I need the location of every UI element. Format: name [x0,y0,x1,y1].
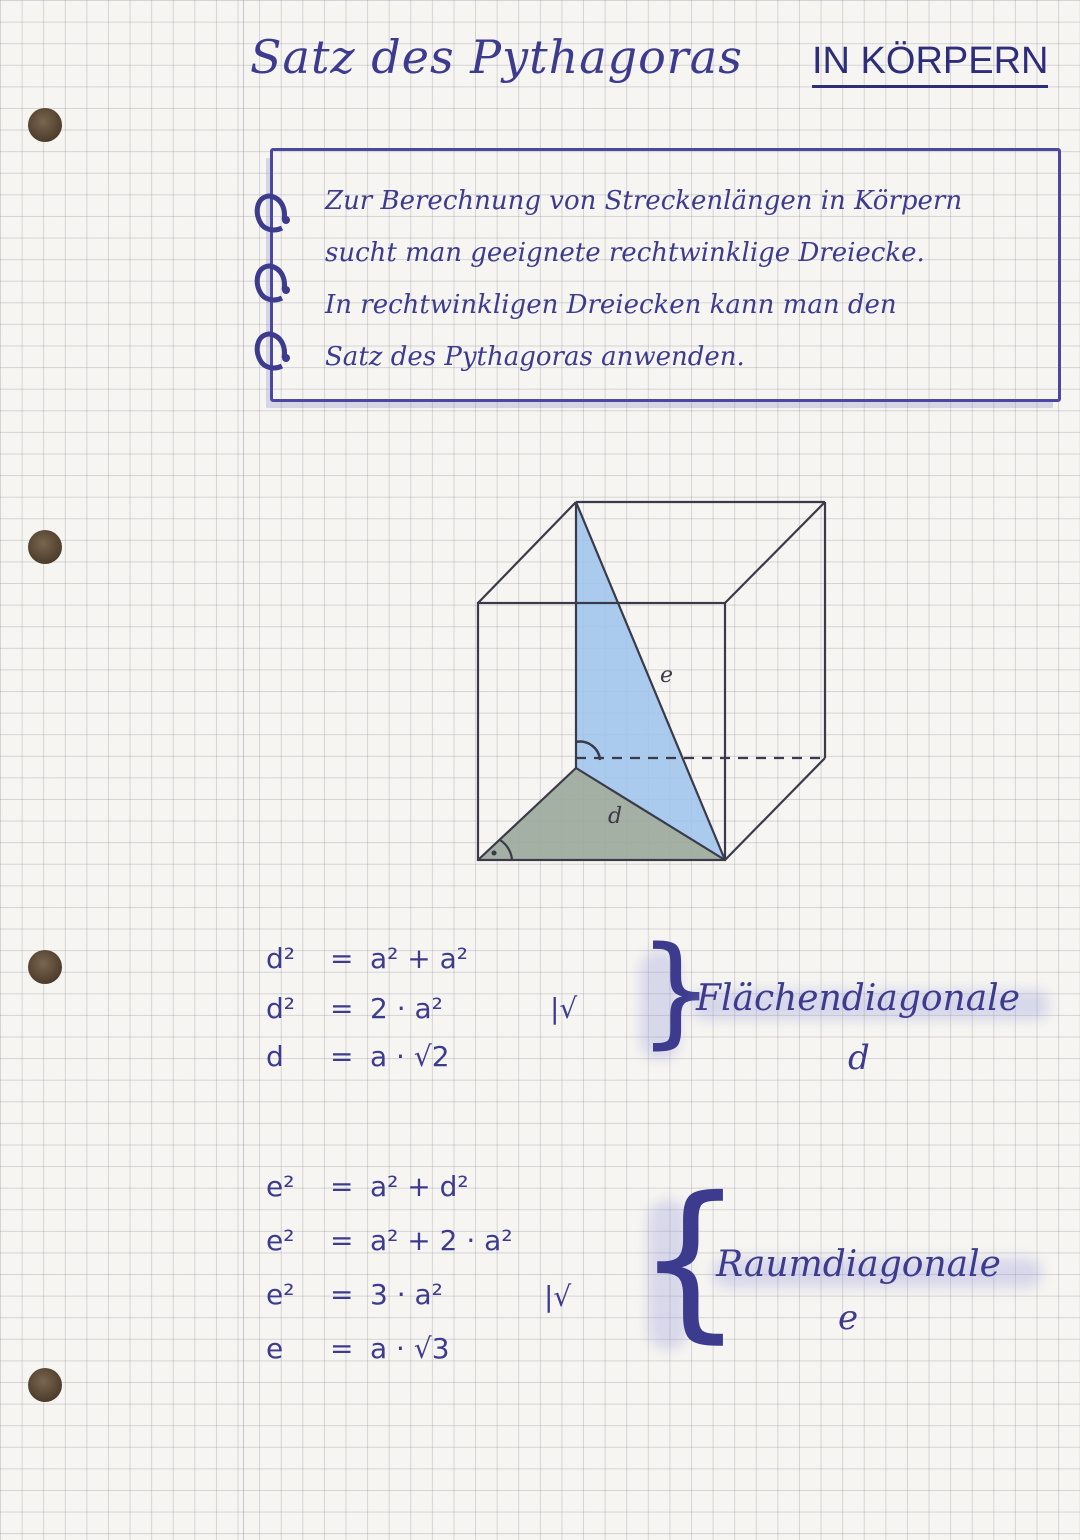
eq-lhs: d [266,1040,284,1073]
rule-line-3: In rechtwinkligen Dreiecken kann man den [325,290,897,320]
rule-line-2: sucht man geeignete rechtwinklige Dreiecke. [325,238,925,268]
curly-brace: { [636,1161,745,1359]
eq-sign: = [330,1332,354,1365]
eq-rhs: 2 · a² [370,992,443,1025]
page-title-caps: IN KÖRPERN [812,40,1048,88]
rule-line-4: Satz des Pythagoras anwenden. [325,342,745,372]
eq-lhs: e² [266,1224,295,1257]
eq-sign: = [330,1278,354,1311]
space-diagonal-symbol: e [838,1298,859,1338]
cube-diagram [460,490,840,870]
spiral-icon [242,318,302,378]
face-diagonal-label: Flächendiagonale [696,978,1020,1019]
spiral-icon [242,180,302,240]
eq-operation: |√ [550,992,578,1025]
eq-rhs: a² + a² [370,942,469,975]
punch-hole [28,108,62,142]
label-d: d [608,804,623,829]
space-diagonal-label: Raumdiagonale [716,1244,1001,1285]
eq-sign: = [330,1224,354,1257]
spiral-icon [242,250,302,310]
eq-rhs: a · √3 [370,1332,450,1365]
eq-sign: = [330,1040,354,1073]
eq-lhs: e [266,1332,284,1365]
eq-operation: |√ [544,1280,572,1313]
label-e: e [660,663,674,688]
eq-rhs: a² + d² [370,1170,469,1203]
eq-sign: = [330,942,354,975]
eq-rhs: a · √2 [370,1040,450,1073]
punch-hole [28,1368,62,1402]
eq-lhs: d² [266,992,295,1025]
eq-lhs: e² [266,1278,295,1311]
eq-sign: = [330,992,354,1025]
page-title: Satz des Pythagoras [250,30,743,84]
rule-line-1: Zur Berechnung von Streckenlängen in Körpern [325,186,963,216]
eq-lhs: e² [266,1170,295,1203]
eq-lhs: d² [266,942,295,975]
curly-brace: } [638,922,715,1061]
eq-rhs: a² + 2 · a² [370,1224,513,1257]
eq-rhs: 3 · a² [370,1278,443,1311]
face-diagonal-symbol: d [848,1038,870,1078]
punch-hole [28,530,62,564]
punch-hole [28,950,62,984]
eq-sign: = [330,1170,354,1203]
